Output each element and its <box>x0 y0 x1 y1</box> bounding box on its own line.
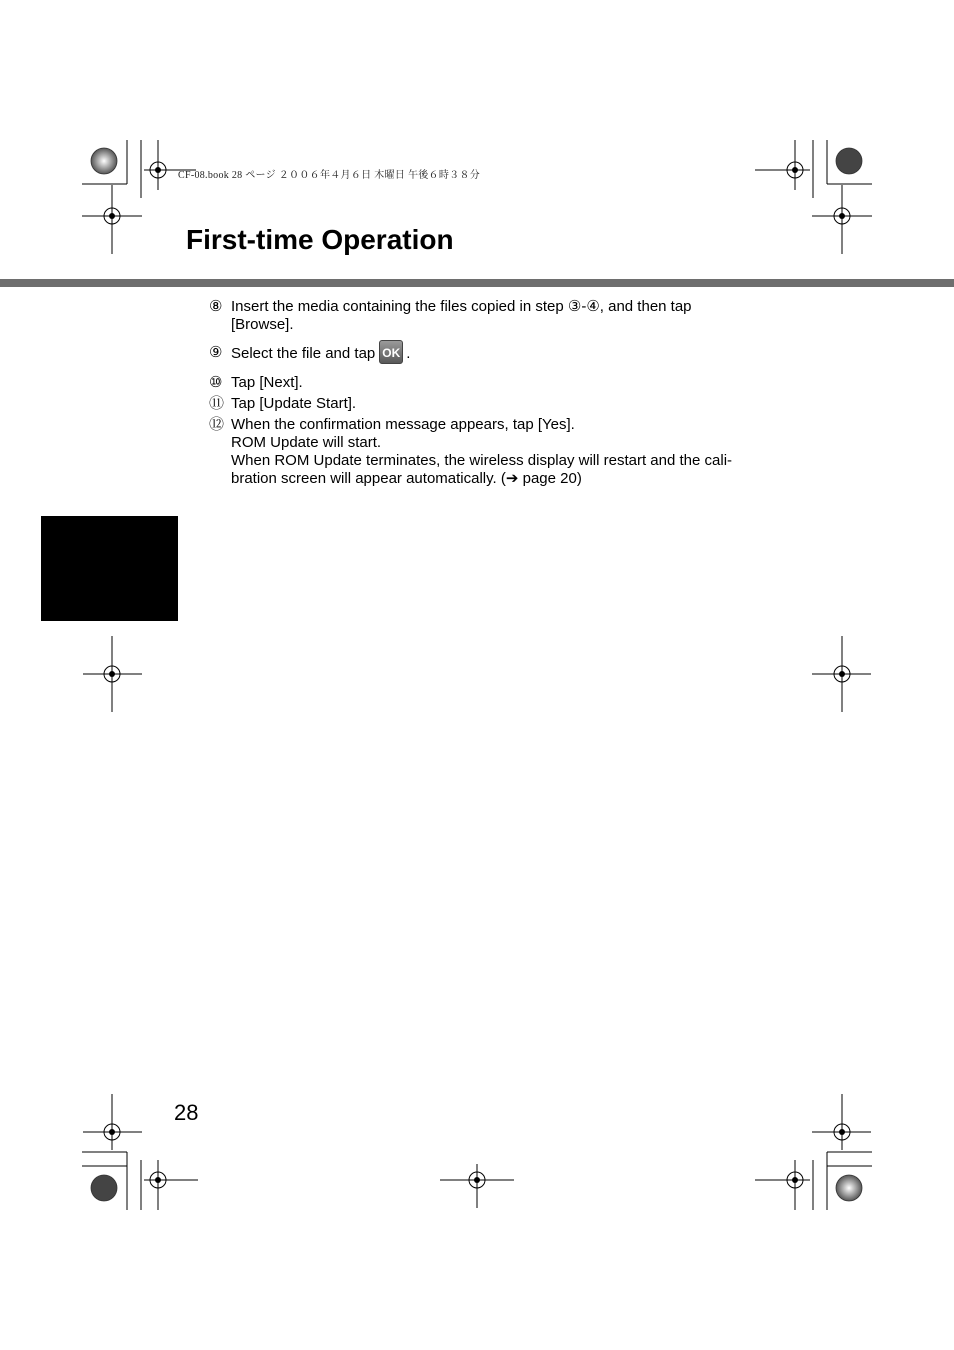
section-tab <box>41 516 178 621</box>
step-text: Tap [Next]. <box>231 374 303 391</box>
step-number: ⑫ <box>209 416 225 433</box>
page-title: First-time Operation <box>186 224 454 255</box>
step-text: When the confirmation message appears, tap [Yes]. ROM Update will start. When ROM Update terminates, the wireless display will restart and the cali- bration screen will appear automatically. (➔ page 20) <box>231 416 733 487</box>
print-header: CF-08.book 28 ページ ２００６年４月６日 木曜日 午後６時３８分 <box>178 170 481 181</box>
step-text: Select the file and tap OK . <box>231 344 779 364</box>
step-ref: ④ <box>586 298 600 315</box>
step-ref: ③ <box>567 298 582 315</box>
step-text: Tap [Update Start]. <box>231 395 357 412</box>
step-number: ⑪ <box>209 395 225 412</box>
title-rule <box>0 279 954 287</box>
step-list <box>209 298 779 491</box>
step-number: ⑩ <box>209 374 223 391</box>
step-12 <box>209 416 779 488</box>
step-number: ⑧ <box>209 298 223 315</box>
step-number: ⑨ <box>209 344 223 361</box>
ok-button-icon: OK <box>379 340 403 364</box>
page-number: 28 <box>174 1100 199 1125</box>
step-9 <box>209 344 779 364</box>
step-text: Insert the media containing the files copied in step ③-④, and then tap [Browse]. <box>231 298 692 333</box>
step-8 <box>209 298 779 334</box>
step-11 <box>209 395 779 413</box>
step-10 <box>209 374 779 392</box>
arrow-right-icon: ➔ <box>505 470 519 487</box>
